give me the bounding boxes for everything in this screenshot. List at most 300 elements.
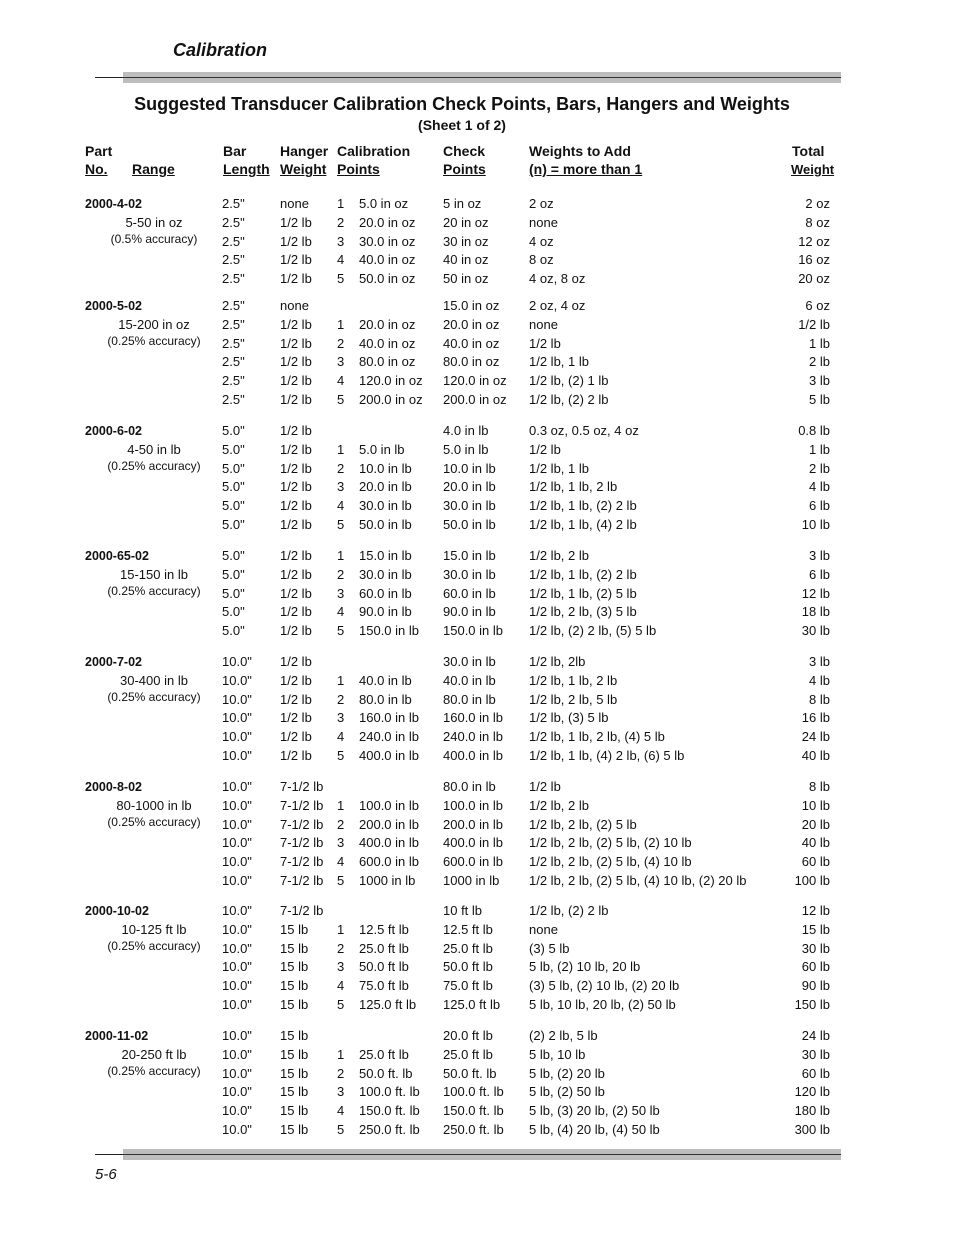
cal-point-cell: 150.0 in lb: [359, 623, 419, 638]
total-weight-cell: 16 oz: [798, 252, 830, 268]
hanger-weight-cell: 1/2 lb: [280, 548, 312, 563]
weights-to-add-cell: 1/2 lb, 1 lb, 2 lb: [529, 479, 618, 495]
weights-to-add-cell: 1/2 lb, 2 lb, 5 lb: [529, 691, 618, 707]
bar-length-cell: 10.0": [222, 903, 252, 918]
cal-point-cell: 400.0 in lb: [359, 835, 419, 851]
weights-to-add-cell: (3) 5 lb, (2) 10 lb, (2) 20 lb: [529, 978, 680, 993]
part-range: 15-200 in oz: [118, 316, 190, 332]
cal-point-cell: 75.0 ft lb: [359, 978, 409, 993]
check-point-cell: 5.0 in lb: [443, 441, 489, 457]
column-header-total-weight: Weight: [791, 162, 835, 177]
cal-index-cell: 3: [337, 585, 345, 601]
total-weight-cell: 4 lb: [809, 672, 830, 688]
check-point-cell: 150.0 in lb: [443, 623, 503, 638]
cal-index-cell: 2: [337, 816, 345, 832]
cal-point-cell: 160.0 in lb: [359, 710, 419, 726]
part-range: 30-400 in lb: [120, 672, 188, 688]
cal-point-cell: 15.0 in lb: [359, 548, 412, 563]
bar-length-cell: 10.0": [222, 797, 252, 813]
hanger-weight-cell: none: [280, 196, 309, 211]
part-accuracy: (0.25% accuracy): [107, 458, 201, 473]
column-header-check: Check: [443, 143, 486, 159]
cal-index-cell: 4: [337, 854, 345, 869]
cal-point-cell: 50.0 in lb: [359, 516, 412, 532]
check-point-cell: 20.0 in oz: [443, 316, 500, 332]
check-point-cell: 40.0 in oz: [443, 335, 500, 351]
hanger-weight-cell: 1/2 lb: [280, 623, 312, 638]
weights-to-add-cell: 5 lb, (2) 10 lb, 20 lb: [529, 959, 641, 975]
check-point-cell: 25.0 ft lb: [443, 940, 493, 956]
total-weight-cell: 60 lb: [801, 959, 830, 975]
total-weight-cell: 2 lb: [809, 460, 830, 476]
bar-length-cell: 10.0": [222, 1065, 252, 1081]
check-point-cell: 30.0 in lb: [443, 498, 496, 513]
check-point-cell: 40.0 in lb: [443, 672, 496, 688]
bar-length-cell: 2.5": [222, 233, 245, 249]
cal-point-cell: 60.0 in lb: [359, 585, 412, 601]
cal-index-cell: 2: [337, 214, 345, 230]
hanger-weight-cell: 15 lb: [280, 996, 309, 1012]
cal-index-cell: 5: [337, 516, 345, 532]
bar-length-cell: 10.0": [222, 654, 252, 669]
cal-index-cell: 3: [337, 354, 345, 370]
weights-to-add-cell: 1/2 lb, 1 lb, (4) 2 lb, (6) 5 lb: [529, 747, 685, 763]
check-point-cell: 10 ft lb: [443, 903, 483, 918]
cal-index-cell: 4: [337, 373, 345, 388]
part-range: 80-1000 in lb: [116, 797, 192, 813]
weights-to-add-cell: none: [529, 214, 558, 230]
hanger-weight-cell: 7-1/2 lb: [280, 779, 324, 794]
column-header-bar-length: Length: [223, 161, 270, 177]
bar-length-cell: 5.0": [222, 423, 245, 438]
cal-index-cell: 3: [337, 1084, 345, 1100]
weights-to-add-cell: 1/2 lb, (3) 5 lb: [529, 710, 609, 726]
cal-index-cell: 3: [337, 710, 345, 726]
page-number: 5-6: [95, 1166, 117, 1183]
part-number: 2000-7-02: [85, 655, 142, 669]
check-point-cell: 30.0 in lb: [443, 566, 496, 582]
cal-index-cell: 2: [337, 566, 345, 582]
cal-index-cell: 4: [337, 729, 345, 744]
total-weight-cell: 12 oz: [798, 233, 830, 249]
weights-to-add-cell: 2 oz: [529, 196, 554, 211]
check-point-cell: 80.0 in lb: [443, 779, 496, 794]
total-weight-cell: 6 lb: [809, 566, 830, 582]
cal-point-cell: 100.0 ft. lb: [359, 1084, 420, 1100]
total-weight-cell: 180 lb: [794, 1103, 830, 1118]
bar-length-cell: 2.5": [222, 252, 245, 268]
weights-to-add-cell: 5 lb, (3) 20 lb, (2) 50 lb: [529, 1103, 660, 1118]
cal-index-cell: 1: [337, 1046, 345, 1062]
total-weight-cell: 6 oz: [805, 298, 830, 313]
total-weight-cell: 100 lb: [794, 872, 830, 888]
sheet-label: (Sheet 1 of 2): [418, 117, 506, 133]
cal-index-cell: 2: [337, 335, 345, 351]
bar-length-cell: 10.0": [222, 940, 252, 956]
bar-length-cell: 10.0": [222, 921, 252, 937]
hanger-weight-cell: 1/2 lb: [280, 566, 312, 582]
check-point-cell: 75.0 ft lb: [443, 978, 493, 993]
weights-to-add-cell: 1/2 lb: [529, 779, 561, 794]
cal-index-cell: 5: [337, 747, 345, 763]
cal-point-cell: 50.0 in oz: [359, 271, 416, 286]
cal-point-cell: 20.0 in oz: [359, 316, 416, 332]
bottom-rule: [95, 1149, 841, 1161]
total-weight-cell: 10 lb: [801, 516, 830, 532]
cal-index-cell: 5: [337, 872, 345, 888]
total-weight-cell: 4 lb: [809, 479, 830, 495]
cal-point-cell: 90.0 in lb: [359, 604, 412, 620]
hanger-weight-cell: 7-1/2 lb: [280, 835, 324, 851]
weights-to-add-cell: 1/2 lb, 2 lb: [529, 797, 589, 813]
bar-length-cell: 5.0": [222, 516, 245, 532]
cal-point-cell: 250.0 ft. lb: [359, 1121, 420, 1137]
cal-index-cell: 3: [337, 233, 345, 249]
weights-to-add-cell: 1/2 lb, 1 lb, (4) 2 lb: [529, 516, 637, 532]
total-weight-cell: 2 oz: [805, 196, 830, 211]
bar-length-cell: 10.0": [222, 996, 252, 1012]
check-point-cell: 60.0 in lb: [443, 585, 496, 601]
cal-point-cell: 25.0 ft lb: [359, 940, 409, 956]
part-number: 2000-4-02: [85, 197, 142, 211]
total-weight-cell: 8 oz: [805, 214, 830, 230]
total-weight-cell: 60 lb: [801, 1065, 830, 1081]
check-point-cell: 15.0 in lb: [443, 548, 496, 563]
weights-to-add-cell: 5 lb, 10 lb, 20 lb, (2) 50 lb: [529, 996, 676, 1012]
part-number: 2000-65-02: [85, 549, 149, 563]
hanger-weight-cell: none: [280, 298, 309, 313]
hanger-weight-cell: 7-1/2 lb: [280, 903, 324, 918]
cal-point-cell: 80.0 in lb: [359, 691, 412, 707]
bar-length-cell: 2.5": [222, 391, 245, 407]
hanger-weight-cell: 7-1/2 lb: [280, 872, 324, 888]
check-point-cell: 40 in oz: [443, 252, 489, 268]
weights-to-add-cell: 1/2 lb, 1 lb, 2 lb, (4) 5 lb: [529, 729, 665, 744]
weights-to-add-cell: 1/2 lb, 2 lb, (2) 5 lb, (2) 10 lb: [529, 835, 692, 851]
weights-to-add-cell: 1/2 lb: [529, 335, 561, 351]
cal-point-cell: 30.0 in lb: [359, 498, 412, 513]
hanger-weight-cell: 15 lb: [280, 1084, 309, 1100]
weights-to-add-cell: 4 oz, 8 oz: [529, 271, 586, 286]
check-point-cell: 80.0 in oz: [443, 354, 500, 370]
hanger-weight-cell: 7-1/2 lb: [280, 854, 324, 869]
weights-to-add-cell: 1/2 lb, 2 lb: [529, 548, 589, 563]
check-point-cell: 5 in oz: [443, 196, 482, 211]
weights-to-add-cell: 8 oz: [529, 252, 554, 268]
bar-length-cell: 10.0": [222, 672, 252, 688]
hanger-weight-cell: 1/2 lb: [280, 479, 312, 495]
check-point-cell: 100.0 ft. lb: [443, 1084, 504, 1100]
part-range: 20-250 ft lb: [121, 1046, 187, 1062]
weights-to-add-cell: 1/2 lb, (2) 2 lb: [529, 903, 609, 918]
check-point-cell: 12.5 ft lb: [443, 921, 493, 937]
bar-length-cell: 5.0": [222, 566, 245, 582]
hanger-weight-cell: 7-1/2 lb: [280, 816, 324, 832]
bar-length-cell: 10.0": [222, 1028, 252, 1043]
cal-index-cell: 1: [337, 672, 345, 688]
hanger-weight-cell: 1/2 lb: [280, 604, 312, 620]
bar-length-cell: 2.5": [222, 196, 245, 211]
part-accuracy: (0.25% accuracy): [107, 583, 201, 598]
hanger-weight-cell: 1/2 lb: [280, 233, 312, 249]
column-header-bar: Bar: [223, 143, 247, 159]
cal-index-cell: 4: [337, 978, 345, 993]
weights-to-add-cell: 1/2 lb, 2 lb, (2) 5 lb, (4) 10 lb: [529, 854, 692, 869]
cal-point-cell: 200.0 in oz: [359, 391, 423, 407]
hanger-weight-cell: 15 lb: [280, 940, 309, 956]
check-point-cell: 400.0 in lb: [443, 835, 503, 851]
hanger-weight-cell: 1/2 lb: [280, 271, 312, 286]
cal-index-cell: 3: [337, 959, 345, 975]
cal-point-cell: 240.0 in lb: [359, 729, 419, 744]
part-accuracy: (0.25% accuracy): [107, 814, 201, 829]
cal-index-cell: 5: [337, 996, 345, 1012]
total-weight-cell: 30 lb: [801, 940, 830, 956]
part-range: 5-50 in oz: [125, 214, 183, 230]
column-header-weights-note: (n) = more than 1: [529, 161, 643, 177]
hanger-weight-cell: 1/2 lb: [280, 373, 312, 388]
cal-index-cell: 1: [337, 196, 345, 211]
weights-to-add-cell: 1/2 lb, 2 lb, (2) 5 lb, (4) 10 lb, (2) 20 lb: [529, 872, 747, 888]
bar-length-cell: 10.0": [222, 691, 252, 707]
cal-point-cell: 400.0 in lb: [359, 747, 419, 763]
total-weight-cell: 0.8 lb: [798, 423, 830, 438]
hanger-weight-cell: 15 lb: [280, 1121, 309, 1137]
hanger-weight-cell: 1/2 lb: [280, 516, 312, 532]
bar-length-cell: 5.0": [222, 585, 245, 601]
cal-index-cell: 2: [337, 1065, 345, 1081]
cal-point-cell: 10.0 in lb: [359, 460, 412, 476]
hanger-weight-cell: 15 lb: [280, 959, 309, 975]
cal-index-cell: 5: [337, 391, 345, 407]
top-rule: [95, 72, 841, 84]
bar-length-cell: 10.0": [222, 710, 252, 726]
weights-to-add-cell: 1/2 lb, 2lb: [529, 654, 586, 669]
total-weight-cell: 30 lb: [801, 1046, 830, 1062]
check-point-cell: 90.0 in lb: [443, 604, 496, 620]
hanger-weight-cell: 1/2 lb: [280, 672, 312, 688]
cal-point-cell: 600.0 in lb: [359, 854, 419, 869]
total-weight-cell: 40 lb: [801, 747, 830, 763]
cal-index-cell: 3: [337, 835, 345, 851]
column-header-range: Range: [132, 161, 175, 177]
hanger-weight-cell: 15 lb: [280, 1103, 309, 1118]
bar-length-cell: 10.0": [222, 1084, 252, 1100]
column-header-hanger-weight: Weight: [280, 161, 327, 177]
total-weight-cell: 24 lb: [801, 729, 830, 744]
cal-point-cell: 125.0 ft lb: [359, 996, 417, 1012]
check-point-cell: 1000 in lb: [443, 872, 500, 888]
check-point-cell: 50.0 in lb: [443, 516, 496, 532]
total-weight-cell: 2 lb: [809, 354, 830, 370]
check-point-cell: 25.0 ft lb: [443, 1046, 493, 1062]
cal-index-cell: 4: [337, 252, 345, 268]
bar-length-cell: 10.0": [222, 835, 252, 851]
total-weight-cell: 8 lb: [809, 691, 830, 707]
hanger-weight-cell: 1/2 lb: [280, 316, 312, 332]
bar-length-cell: 10.0": [222, 978, 252, 993]
cal-point-cell: 40.0 in lb: [359, 672, 412, 688]
bar-length-cell: 5.0": [222, 479, 245, 495]
total-weight-cell: 1 lb: [809, 441, 830, 457]
total-weight-cell: 1/2 lb: [798, 316, 830, 332]
cal-index-cell: 4: [337, 1103, 345, 1118]
check-point-cell: 30.0 in lb: [443, 654, 496, 669]
part-number: 2000-6-02: [85, 424, 142, 438]
cal-point-cell: 200.0 in lb: [359, 816, 419, 832]
check-point-cell: 150.0 ft. lb: [443, 1103, 504, 1118]
hanger-weight-cell: 1/2 lb: [280, 252, 312, 268]
bar-length-cell: 5.0": [222, 604, 245, 620]
check-point-cell: 250.0 ft. lb: [443, 1121, 504, 1137]
weights-to-add-cell: 1/2 lb, 1 lb, (2) 5 lb: [529, 585, 637, 601]
total-weight-cell: 150 lb: [794, 996, 830, 1012]
part-accuracy: (0.25% accuracy): [107, 333, 201, 348]
hanger-weight-cell: 1/2 lb: [280, 729, 312, 744]
hanger-weight-cell: 1/2 lb: [280, 691, 312, 707]
part-range: 4-50 in lb: [127, 441, 181, 457]
cal-point-cell: 20.0 in oz: [359, 214, 416, 230]
total-weight-cell: 12 lb: [801, 585, 830, 601]
total-weight-cell: 10 lb: [801, 797, 830, 813]
total-weight-cell: 300 lb: [794, 1121, 830, 1137]
bar-length-cell: 5.0": [222, 623, 245, 638]
part-range: 15-150 in lb: [120, 566, 188, 582]
hanger-weight-cell: 1/2 lb: [280, 335, 312, 351]
bar-length-cell: 10.0": [222, 959, 252, 975]
total-weight-cell: 15 lb: [801, 921, 830, 937]
bar-length-cell: 2.5": [222, 354, 245, 370]
check-point-cell: 20.0 in lb: [443, 479, 496, 495]
weights-to-add-cell: 1/2 lb, (2) 2 lb, (5) 5 lb: [529, 623, 657, 638]
bar-length-cell: 10.0": [222, 729, 252, 744]
total-weight-cell: 24 lb: [801, 1028, 830, 1043]
bar-length-cell: 2.5": [222, 335, 245, 351]
weights-to-add-cell: 5 lb, (4) 20 lb, (4) 50 lb: [529, 1121, 660, 1137]
part-accuracy: (0.25% accuracy): [107, 689, 201, 704]
cal-point-cell: 5.0 in oz: [359, 196, 409, 211]
weights-to-add-cell: 1/2 lb, 1 lb: [529, 460, 589, 476]
cal-index-cell: 2: [337, 691, 345, 707]
check-point-cell: 400.0 in lb: [443, 747, 503, 763]
cal-point-cell: 30.0 in oz: [359, 233, 416, 249]
total-weight-cell: 16 lb: [801, 710, 830, 726]
cal-point-cell: 40.0 in oz: [359, 252, 416, 268]
check-point-cell: 50.0 ft lb: [443, 959, 493, 975]
part-number: 2000-8-02: [85, 780, 142, 794]
weights-to-add-cell: none: [529, 316, 558, 332]
check-point-cell: 20.0 ft lb: [443, 1028, 493, 1043]
check-point-cell: 200.0 in lb: [443, 816, 503, 832]
cal-index-cell: 1: [337, 316, 345, 332]
cal-index-cell: 1: [337, 921, 345, 937]
cal-index-cell: 1: [337, 441, 345, 457]
bar-length-cell: 2.5": [222, 298, 245, 313]
bar-length-cell: 10.0": [222, 1103, 252, 1118]
total-weight-cell: 3 lb: [809, 654, 830, 669]
cal-point-cell: 20.0 in lb: [359, 479, 412, 495]
check-point-cell: 160.0 in lb: [443, 710, 503, 726]
cal-point-cell: 1000 in lb: [359, 872, 416, 888]
weights-to-add-cell: 5 lb, 10 lb: [529, 1046, 586, 1062]
part-range: 10-125 ft lb: [121, 921, 187, 937]
check-point-cell: 100.0 in lb: [443, 797, 503, 813]
cal-point-cell: 25.0 ft lb: [359, 1046, 409, 1062]
check-point-cell: 30 in oz: [443, 233, 489, 249]
column-header-calibration: Calibration: [337, 143, 411, 159]
part-number: 2000-10-02: [85, 904, 149, 918]
hanger-weight-cell: 15 lb: [280, 1028, 309, 1043]
column-header-weights: Weights to Add: [529, 143, 631, 159]
weights-to-add-cell: 1/2 lb, 1 lb, (2) 2 lb: [529, 498, 637, 513]
part-accuracy: (0.25% accuracy): [107, 938, 201, 953]
cal-point-cell: 100.0 in lb: [359, 797, 419, 813]
check-point-cell: 80.0 in lb: [443, 691, 496, 707]
hanger-weight-cell: 1/2 lb: [280, 354, 312, 370]
check-point-cell: 50.0 ft. lb: [443, 1065, 497, 1081]
weights-to-add-cell: 1/2 lb, 2 lb, (2) 5 lb: [529, 816, 637, 832]
weights-to-add-cell: 1/2 lb, 2 lb, (3) 5 lb: [529, 604, 637, 620]
total-weight-cell: 6 lb: [809, 498, 830, 513]
bar-length-cell: 10.0": [222, 854, 252, 869]
bar-length-cell: 5.0": [222, 460, 245, 476]
hanger-weight-cell: 1/2 lb: [280, 654, 312, 669]
part-number: 2000-11-02: [85, 1029, 149, 1043]
bar-length-cell: 10.0": [222, 779, 252, 794]
hanger-weight-cell: 15 lb: [280, 921, 309, 937]
bar-length-cell: 5.0": [222, 548, 245, 563]
part-accuracy: (0.25% accuracy): [107, 1063, 201, 1078]
hanger-weight-cell: 1/2 lb: [280, 498, 312, 513]
weights-to-add-cell: 4 oz: [529, 233, 554, 249]
check-point-cell: 120.0 in oz: [443, 373, 507, 388]
total-weight-cell: 18 lb: [801, 604, 830, 620]
bar-length-cell: 5.0": [222, 441, 245, 457]
hanger-weight-cell: 1/2 lb: [280, 391, 312, 407]
check-point-cell: 20 in oz: [443, 214, 489, 230]
section-heading: Calibration: [173, 40, 268, 60]
total-weight-cell: 120 lb: [794, 1084, 830, 1100]
cal-index-cell: 4: [337, 498, 345, 513]
total-weight-cell: 3 lb: [809, 373, 830, 388]
cal-index-cell: 3: [337, 479, 345, 495]
check-point-cell: 240.0 in lb: [443, 729, 503, 744]
hanger-weight-cell: 1/2 lb: [280, 710, 312, 726]
cal-index-cell: 4: [337, 604, 345, 620]
total-weight-cell: 5 lb: [809, 391, 830, 407]
cal-index-cell: 1: [337, 797, 345, 813]
check-point-cell: 15.0 in oz: [443, 298, 500, 313]
weights-to-add-cell: 1/2 lb, (2) 1 lb: [529, 373, 609, 388]
hanger-weight-cell: 7-1/2 lb: [280, 797, 324, 813]
part-accuracy: (0.5% accuracy): [110, 231, 198, 246]
bar-length-cell: 2.5": [222, 373, 245, 388]
weights-to-add-cell: 0.3 oz, 0.5 oz, 4 oz: [529, 423, 639, 438]
bar-length-cell: 10.0": [222, 1046, 252, 1062]
check-point-cell: 50 in oz: [443, 271, 489, 286]
hanger-weight-cell: 1/2 lb: [280, 585, 312, 601]
hanger-weight-cell: 1/2 lb: [280, 423, 312, 438]
check-point-cell: 4.0 in lb: [443, 423, 489, 438]
column-header-no: No.: [85, 161, 108, 177]
cal-point-cell: 12.5 ft lb: [359, 921, 409, 937]
cal-point-cell: 50.0 ft lb: [359, 959, 409, 975]
hanger-weight-cell: 1/2 lb: [280, 441, 312, 457]
weights-to-add-cell: 1/2 lb, (2) 2 lb: [529, 391, 609, 407]
hanger-weight-cell: 1/2 lb: [280, 460, 312, 476]
cal-point-cell: 5.0 in lb: [359, 441, 405, 457]
total-weight-cell: 1 lb: [809, 335, 830, 351]
